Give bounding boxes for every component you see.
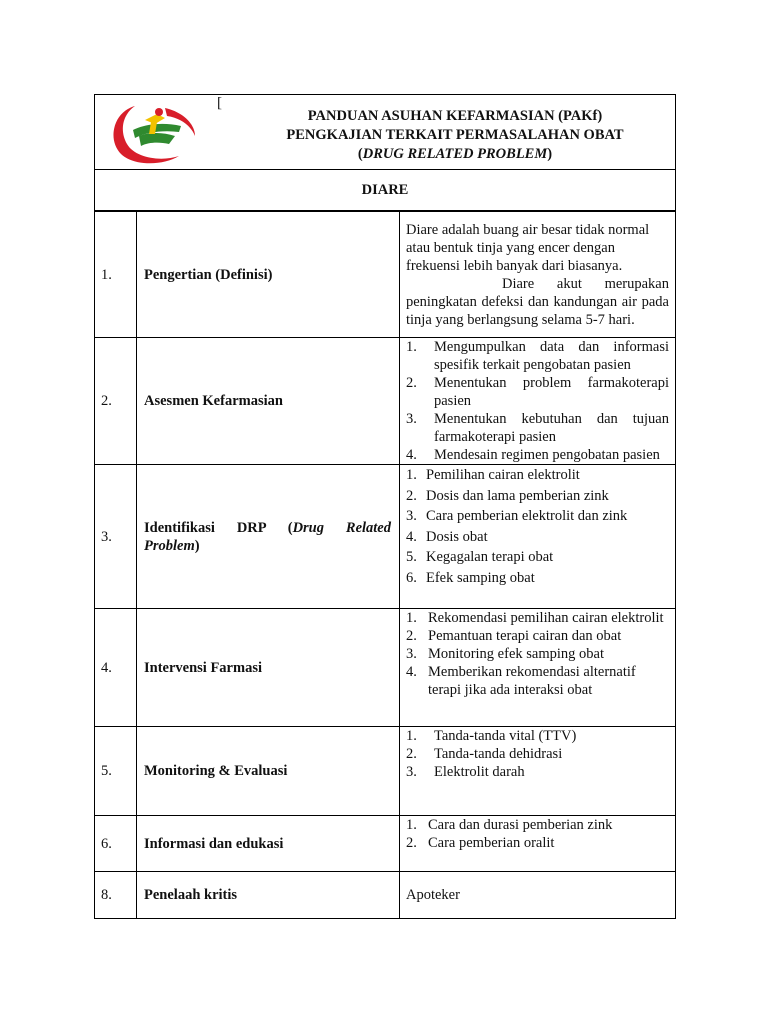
table-row [95, 727, 676, 816]
row-label: Pengertian (Definisi) [137, 212, 400, 338]
drp-list [406, 465, 669, 588]
row-number: 5. [95, 727, 137, 816]
row-label: Intervensi Farmasi [137, 609, 400, 727]
list-item: 2. Tanda-tanda dehidrasi [406, 746, 563, 762]
guideline-table [94, 211, 676, 919]
title-line-1: PANDUAN ASUHAN KEFARMASIAN (PAKf) [307, 108, 603, 124]
monitoring-list [406, 727, 669, 781]
list-item: 1. Mengumpulkan data dan informasi spesifik terkait pengobatan pasien [406, 339, 669, 373]
table-row [95, 609, 676, 727]
row-content [400, 727, 676, 816]
title-line-2: PENGKAJIAN TERKAIT PERMASALAHAN OBAT [286, 127, 624, 143]
list-item: 1. Rekomendasi pemilihan cairan elektrolit [406, 610, 664, 626]
definition-paragraph: Diare akut merupakan peningkatan defeksi dan kandungan air pada tinja yang berlangsung selama 5-7 hari. [406, 275, 669, 328]
education-list [406, 816, 669, 852]
stray-bracket: [ [217, 95, 222, 111]
table-row [95, 338, 676, 465]
list-item: 3. Elektrolit darah [406, 764, 525, 780]
list-item: 2. Pemantuan terapi cairan dan obat [406, 628, 622, 644]
hospital-logo-icon [105, 100, 197, 166]
row-label: Asesmen Kefarmasian [137, 338, 400, 465]
table-row [95, 212, 676, 338]
list-item: 2. Menentukan problem farmakoterapi pasien [406, 375, 669, 409]
row-label: Informasi dan edukasi [137, 816, 400, 872]
row-content [400, 465, 676, 609]
row-number: 2. [95, 338, 137, 465]
row-number: 3. [95, 465, 137, 609]
table-row [95, 816, 676, 872]
list-item: 3. Menentukan kebutuhan dan tujuan farmakoterapi pasien [406, 411, 669, 445]
document [94, 94, 676, 919]
list-item: 4. Memberikan rekomendasi alternatif terapi jika ada interaksi obat [406, 664, 636, 698]
row-number: 8. [95, 872, 137, 919]
title-line-3: (DRUG RELATED PROBLEM) [357, 146, 553, 162]
row-content [400, 609, 676, 727]
row-content: Apoteker [400, 872, 676, 919]
row-number: 1. [95, 212, 137, 338]
row-label: Penelaah kritis [137, 872, 400, 919]
row-content [400, 816, 676, 872]
table-row [95, 872, 676, 919]
list-item: 1. Cara dan durasi pemberian zink [406, 817, 613, 833]
document-header [94, 94, 676, 170]
list-item: 4. Mendesain regimen pengobatan pasien [406, 447, 660, 463]
list-item: 1. Pemilihan cairan elektrolit [406, 467, 580, 483]
row-content [400, 212, 676, 338]
assessment-list [406, 338, 669, 464]
list-item: 5. Kegagalan terapi obat [406, 549, 554, 565]
list-item: 3. Cara pemberian elektrolit dan zink [406, 508, 628, 524]
intervention-list [406, 609, 669, 699]
list-item: 1. Tanda-tanda vital (TTV) [406, 728, 577, 744]
list-item: 4. Dosis obat [406, 528, 488, 545]
section-title: DIARE [94, 170, 676, 211]
row-content [400, 338, 676, 465]
list-item: 6. Efek samping obat [406, 569, 535, 586]
list-item: 3. Monitoring efek samping obat [406, 646, 604, 662]
row-label: Monitoring & Evaluasi [137, 727, 400, 816]
row-label: Identifikasi DRP (Drug Related Problem) [137, 465, 400, 609]
table-row [95, 465, 676, 609]
definition-paragraph: Diare adalah buang air besar tidak normal atau bentuk tinja yang encer dengan frekuensi lebih banyak dari biasanya. [406, 221, 650, 274]
row-number: 4. [95, 609, 137, 727]
row-number: 6. [95, 816, 137, 872]
document-title [245, 107, 665, 164]
list-item: 2. Cara pemberian oralit [406, 835, 555, 851]
list-item: 2. Dosis dan lama pemberian zink [406, 487, 609, 504]
